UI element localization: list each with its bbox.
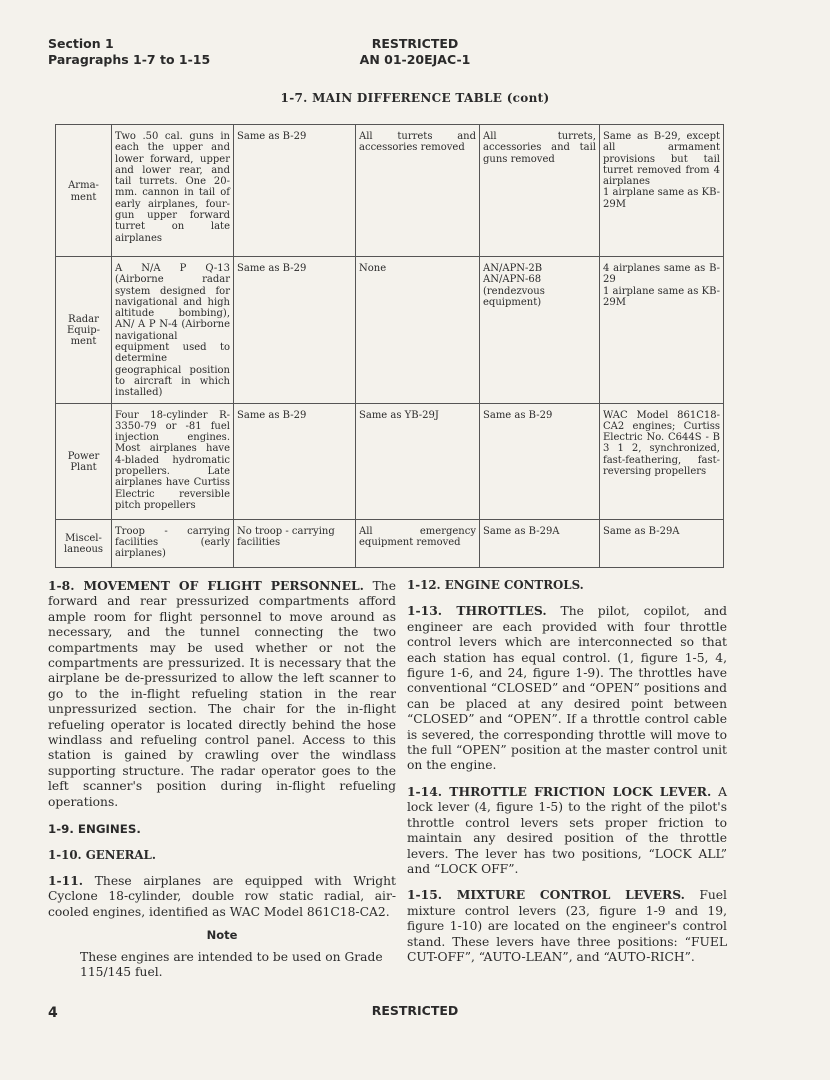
table-cell: All turrets and accessories removed	[356, 125, 480, 257]
table-cell: Same as B-29, except all armament provisions but tail turret removed from 4 airplanes 1 airplane same as KB-29M	[600, 125, 724, 257]
table-row-power-plant	[56, 403, 724, 519]
table-title: 1-7. MAIN DIFFERENCE TABLE (cont)	[280, 91, 550, 105]
row-label: Miscel- laneous	[56, 519, 112, 567]
row-label: Radar Equip- ment	[56, 257, 112, 404]
page-number: 4	[48, 1005, 58, 1021]
table-cell: None	[356, 257, 480, 404]
heading-1-12: 1-12. ENGINE CONTROLS.	[407, 578, 584, 592]
body-1-8: The forward and rear pressurized compartments afford ample room for flight personnel to move around as necessary, and the tunnel connecting the two compartments may be used whether or not the compartments are pressurized. It is necessary that the airplane be de-pressurized to allow the left scanner to go to the in-flight refueling station in the rear unpressurized section. The chair for the in-flight refueling operator is located directly behind the hose windlass and refueling control panel. Access to this station is gained by crawling over the windlass supporting structure. The radar operator goes to the left scanner's position during in-flight refueling operations.	[48, 579, 396, 809]
paragraph-1-14	[407, 784, 727, 877]
table-cell: 4 airplanes same as B-29 1 airplane same as KB-29M	[600, 257, 724, 404]
left-column	[48, 578, 396, 980]
heading-1-13: 1-13. THROTTLES.	[407, 603, 547, 619]
table-cell: Same as B-29A	[600, 519, 724, 567]
doc-number: AN 01-20EJAC-1	[359, 52, 471, 67]
right-column	[407, 578, 727, 975]
paragraph-1-11	[48, 873, 396, 920]
table-cell: WAC Model 861C18-CA2 engines; Curtiss Electric No. C644S - B 3 1 2, synchronized, fast-feathering, fast-reversing propellers	[600, 403, 724, 519]
section-label: Section 1	[48, 36, 114, 51]
header-center	[300, 36, 530, 68]
heading-1-14: 1-14. THROTTLE FRICTION LOCK LEVER.	[407, 783, 712, 799]
table-cell: A N/A P Q-13 (Airborne radar system designed for navigational and high altitude bombing), AN/ A P N-4 (Airborne navigational equipment used to determine geographical position to aircraft in which installed)	[112, 257, 234, 404]
table-cell: AN/APN-2B AN/APN-68 (rendezvous equipment)	[480, 257, 600, 404]
table-cell: Same as B-29A	[480, 519, 600, 567]
table-cell: Two .50 cal. guns in each the upper and lower forward, upper and lower rear, and tail turrets. One 20-mm. cannon in tail of early airplanes, four-gun upper forward turret on late airplanes	[112, 125, 234, 257]
table-cell: Same as B-29	[480, 403, 600, 519]
row-label: Arma- ment	[56, 125, 112, 257]
classification-bottom: RESTRICTED	[371, 1003, 459, 1018]
note-title: Note	[206, 928, 238, 943]
table-cell: All emergency equipment removed	[356, 519, 480, 567]
table-row-miscellaneous	[56, 519, 724, 567]
table-cell: Same as YB-29J	[356, 403, 480, 519]
heading-1-9: 1-9. ENGINES.	[48, 822, 141, 837]
paragraphs-label: Paragraphs 1-7 to 1-15	[48, 52, 211, 67]
heading-1-15: 1-15. MIXTURE CONTROL LEVERS.	[407, 887, 685, 903]
table-cell: Same as B-29	[234, 125, 356, 257]
header-left	[48, 36, 210, 68]
body-1-11: These airplanes are equipped with Wright Cyclone 18-cylinder, double row static radial, air-cooled engines, identified as WAC Model 861C18-CA2.	[48, 873, 396, 919]
table-cell: Four 18-cylinder R-3350-79 or -81 fuel injection engines. Most airplanes have 4-bladed hydromatic propellers. Late airplanes have Curtiss Electric reversible pitch propellers	[112, 403, 234, 519]
heading-1-8: 1-8. MOVEMENT OF FLIGHT PERSONNEL.	[48, 578, 364, 593]
classification-top: RESTRICTED	[371, 36, 459, 51]
body-1-13: The pilot, copilot, and engineer are each provided with four throttle control levers which are interconnected so that each station has equal control. (1, figure 1-5, 4, figure 1-6, and 24, figure 1-9). The throttles have conventional “CLOSED” and “OPEN” positions and can be placed at any desired point between “CLOSED” and “OPEN”. If a throttle control cable is severed, the corresponding throttle will move to the full “OPEN” position at the master control unit on the engine.	[407, 604, 727, 773]
table-cell: Troop - carrying facilities (early airplanes)	[112, 519, 234, 567]
heading-1-11: 1-11.	[48, 872, 84, 888]
difference-table	[55, 124, 724, 568]
paragraph-1-15	[407, 887, 727, 965]
table-cell: All turrets, accessories and tail guns removed	[480, 125, 600, 257]
paragraph-1-8	[48, 578, 396, 810]
note-body: These engines are intended to be used on Grade 115/145 fuel.	[80, 949, 383, 979]
body-1-14: A lock lever (4, figure 1-5) to the right of the pilot's throttle control levers sets proper friction to maintain any desired position of the throttle levers. The lever has two positions, “LOCK ALL” and “LOCK OFF”.	[407, 784, 727, 876]
table-row-armament	[56, 125, 724, 257]
body-1-15: Fuel mixture control levers (23, figure 1-9 and 19, figure 1-10) are located on the engineer's control stand. These levers have three positions: “FUEL CUT-OFF”, “AUTO-LEAN”, and “AUTO-RICH”.	[407, 888, 727, 964]
table-cell: Same as B-29	[234, 257, 356, 404]
row-label: Power Plant	[56, 403, 112, 519]
paragraph-1-13	[407, 603, 727, 773]
table-cell: Same as B-29	[234, 403, 356, 519]
table-row-radar	[56, 257, 724, 404]
heading-1-10: 1-10. GENERAL.	[48, 847, 156, 862]
table-cell: No troop - carrying facilities	[234, 519, 356, 567]
